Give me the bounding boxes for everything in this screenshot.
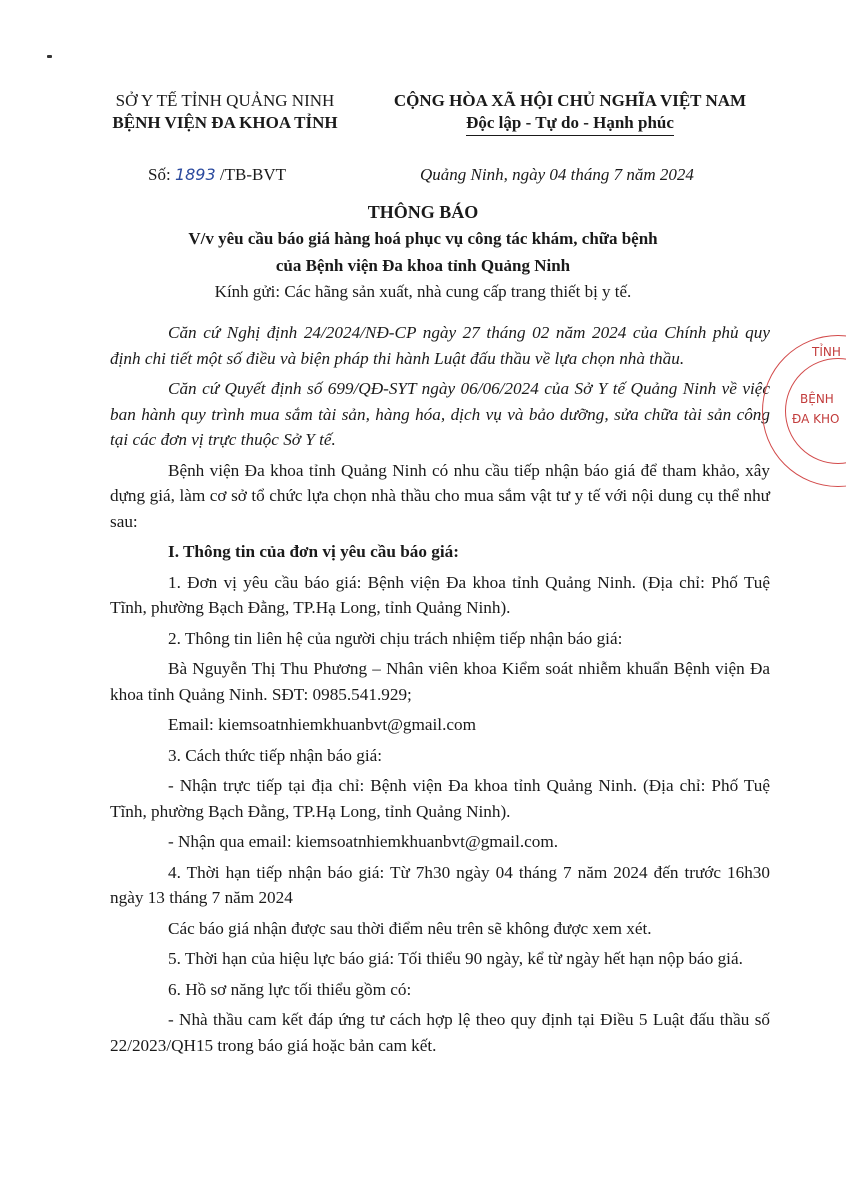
legal-basis-decree: Căn cứ Nghị định 24/2024/NĐ-CP ngày 27 tháng 02 năm 2024 của Chính phủ quy định chi tiết một số điều và biện pháp thi hành Luật đấu thầu về lựa chọn nhà thầu. bbox=[110, 323, 770, 368]
document-title: THÔNG BÁO bbox=[367, 202, 479, 222]
recipient-line: Kính gửi: Các hãng sản xuất, nhà cung cấp trang thiết bị y tế. bbox=[214, 282, 632, 301]
receive-by-email: - Nhận qua email: kiemsoatnhiemkhuanbvt@gmail.com. bbox=[168, 832, 559, 851]
doc-number-handwritten: 1893 bbox=[174, 165, 216, 184]
item-requesting-unit: 1. Đơn vị yêu cầu báo giá: Bệnh viện Đa khoa tỉnh Quảng Ninh. (Địa chỉ: Phố Tuệ Tĩnh, phường Bạch Đằng, TP.Hạ Long, tỉnh Quảng Ninh). bbox=[110, 572, 770, 617]
receive-in-person: - Nhận trực tiếp tại địa chỉ: Bệnh viện Đa khoa tỉnh Quảng Ninh. (Địa chỉ: Phố Tuệ Tĩnh, phường Bạch Đằng, TP.Hạ Long, tỉnh Quảng Ninh). bbox=[110, 776, 770, 821]
national-motto: Độc lập - Tự do - Hạnh phúc bbox=[466, 112, 674, 136]
item-contact-info: 2. Thông tin liên hệ của người chịu trách nhiệm tiếp nhận báo giá: bbox=[168, 628, 623, 648]
intro-paragraph: Bệnh viện Đa khoa tỉnh Quảng Ninh có nhu cầu tiếp nhận báo giá để tham khảo, xây dựng giá, làm cơ sở tổ chức lựa chọn nhà thầu cho mua sắm vật tư y tế với nội dung cụ thể như sau: bbox=[110, 460, 770, 531]
section-heading-1: I. Thông tin của đơn vị yêu cầu báo giá: bbox=[168, 542, 459, 561]
contact-email: Email: kiemsoatnhiemkhuanbvt@gmail.com bbox=[168, 715, 476, 734]
scan-mark bbox=[47, 55, 52, 58]
date-line: Quảng Ninh, ngày 04 tháng 7 năm 2024 bbox=[420, 165, 694, 184]
stamp-text-3: ĐA KHO bbox=[792, 412, 840, 426]
item-deadline: 4. Thời hạn tiếp nhận báo giá: Từ 7h30 ngày 04 tháng 7 năm 2024 đến trước 16h30 ngày 13 tháng 7 năm 2024 bbox=[110, 862, 770, 907]
subject-line-1: V/v yêu cầu báo giá hàng hoá phục vụ công tác khám, chữa bệnh bbox=[188, 229, 658, 248]
legal-basis-decision: Căn cứ Quyết định số 699/QĐ-SYT ngày 06/06/2024 của Sở Y tế Quảng Ninh về việc ban hành quy trình mua sắm tài sản, hàng hóa, dịch vụ và bảo dưỡng, sửa chữa tài sản công tại các đơn vị trực thuộc Sở Y tế. bbox=[110, 379, 770, 449]
national-title: CỘNG HÒA XÃ HỘI CHỦ NGHĨA VIỆT NAM bbox=[393, 91, 747, 110]
issuer-hospital: BỆNH VIỆN ĐA KHOA TỈNH bbox=[112, 113, 338, 132]
doc-number-prefix: Số: bbox=[148, 165, 171, 184]
contact-person: Bà Nguyễn Thị Thu Phương – Nhân viên khoa Kiểm soát nhiễm khuẩn Bệnh viện Đa khoa tỉnh Quảng Ninh. SĐT: 0985.541.929; bbox=[110, 659, 770, 704]
subject-line-2: của Bệnh viện Đa khoa tỉnh Quảng Ninh bbox=[275, 256, 571, 275]
issuer-department: SỞ Y TẾ TỈNH QUẢNG NINH bbox=[115, 91, 335, 110]
stamp-text-1: TỈNH bbox=[812, 345, 841, 359]
national-header bbox=[380, 90, 760, 136]
doc-number-suffix: /TB-BVT bbox=[219, 165, 287, 184]
item-validity: 5. Thời hạn của hiệu lực báo giá: Tối thiểu 90 ngày, kể từ ngày hết hạn nộp báo giá. bbox=[168, 949, 743, 968]
item-receiving-method: 3. Cách thức tiếp nhận báo giá: bbox=[168, 745, 383, 765]
item-capacity: 6. Hồ sơ năng lực tối thiểu gồm có: bbox=[168, 979, 412, 999]
issuer-header bbox=[95, 90, 355, 134]
capacity-commitment: - Nhà thầu cam kết đáp ứng tư cách hợp lệ theo quy định tại Điều 5 Luật đấu thầu số 22/2023/QH15 trong báo giá hoặc bản cam kết. bbox=[110, 1010, 770, 1055]
document-number bbox=[148, 165, 286, 185]
late-notice: Các báo giá nhận được sau thời điểm nêu trên sẽ không được xem xét. bbox=[168, 918, 652, 938]
stamp-text-2: BỆNH bbox=[800, 392, 834, 406]
document-body bbox=[110, 320, 770, 1063]
